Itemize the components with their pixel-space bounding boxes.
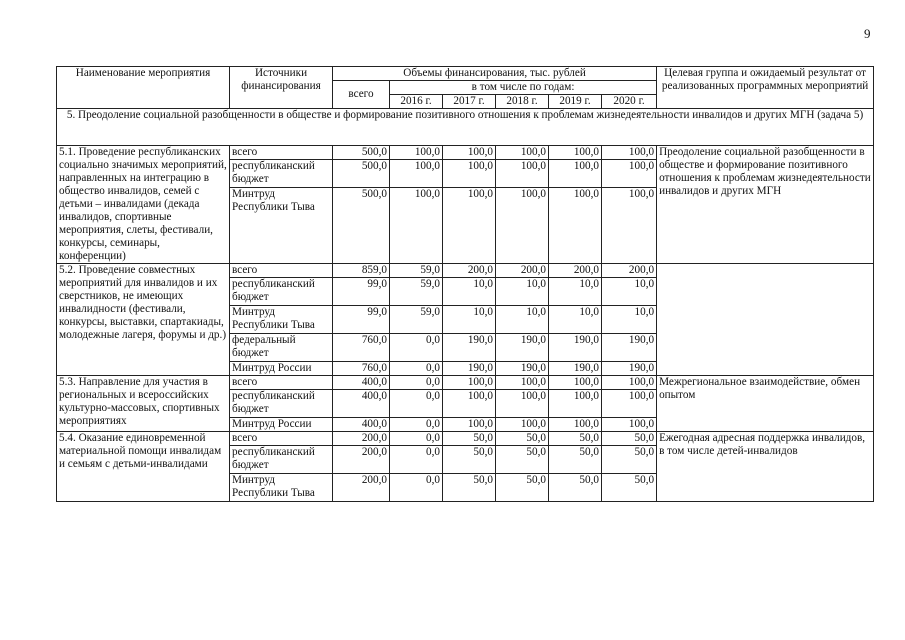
- value-year: 0,0: [390, 432, 443, 446]
- value-year: 100,0: [390, 146, 443, 160]
- value-year: 190,0: [496, 362, 549, 376]
- expected-result: [657, 264, 874, 376]
- value-year: 100,0: [602, 146, 657, 160]
- measure-name: 5.3. Направление для участия в региональных и всероссийских культурно-массовых, спортивных мероприятиях: [57, 376, 230, 432]
- value-total: 760,0: [333, 362, 390, 376]
- header-volumes: Объемы финансирования, тыс. рублей: [333, 67, 657, 81]
- value-year: 100,0: [443, 418, 496, 432]
- funding-source: республиканский бюджет: [230, 160, 333, 188]
- header-total: всего: [333, 81, 390, 109]
- value-year: 100,0: [549, 418, 602, 432]
- value-year: 100,0: [496, 146, 549, 160]
- funding-source: всего: [230, 146, 333, 160]
- value-year: 100,0: [443, 376, 496, 390]
- header-target: Целевая группа и ожидаемый результат от реализованных программных мероприятий: [657, 67, 874, 109]
- value-year: 100,0: [443, 146, 496, 160]
- expected-result: Преодоление социальной разобщенности в обществе и формирование позитивного отношения к проблемам жизнедеятельности инвалидов и других МГН: [657, 146, 874, 264]
- value-year: 100,0: [443, 390, 496, 418]
- funding-source: Минтруд России: [230, 418, 333, 432]
- value-year: 190,0: [602, 362, 657, 376]
- header-by-years: в том числе по годам:: [390, 81, 657, 95]
- value-year: 100,0: [549, 146, 602, 160]
- measure-name: 5.2. Проведение совместных мероприятий для инвалидов и их сверстников, не имеющих инвалидности (фестивали, конкурсы, выставки, спартакиады, молодежные лагеря, форумы и др.): [57, 264, 230, 376]
- funding-source: Минтруд Республики Тыва: [230, 306, 333, 334]
- value-total: 859,0: [333, 264, 390, 278]
- value-year: 190,0: [549, 334, 602, 362]
- table-row: [57, 146, 874, 160]
- value-year: 50,0: [602, 432, 657, 446]
- value-year: 10,0: [602, 278, 657, 306]
- value-year: 100,0: [496, 390, 549, 418]
- value-total: 99,0: [333, 278, 390, 306]
- value-total: 200,0: [333, 446, 390, 474]
- funding-source: Минтруд России: [230, 362, 333, 376]
- value-year: 200,0: [496, 264, 549, 278]
- value-year: 10,0: [496, 306, 549, 334]
- value-year: 100,0: [549, 376, 602, 390]
- value-year: 10,0: [549, 278, 602, 306]
- value-year: 0,0: [390, 390, 443, 418]
- page-number: 9: [864, 26, 871, 41]
- funding-source: Минтруд Республики Тыва: [230, 474, 333, 502]
- value-year: 50,0: [443, 432, 496, 446]
- value-year: 0,0: [390, 474, 443, 502]
- value-year: 100,0: [549, 160, 602, 188]
- value-year: 190,0: [443, 334, 496, 362]
- value-year: 0,0: [390, 446, 443, 474]
- value-year: 59,0: [390, 264, 443, 278]
- value-year: 50,0: [443, 446, 496, 474]
- value-year: 100,0: [602, 160, 657, 188]
- expected-result: Межрегиональное взаимодействие, обмен опытом: [657, 376, 874, 432]
- value-year: 190,0: [602, 334, 657, 362]
- value-total: 760,0: [333, 334, 390, 362]
- value-year: 50,0: [496, 474, 549, 502]
- table-row: [57, 264, 874, 278]
- value-total: 400,0: [333, 390, 390, 418]
- value-year: 0,0: [390, 418, 443, 432]
- value-total: 200,0: [333, 432, 390, 446]
- value-year: 100,0: [602, 418, 657, 432]
- header-year: 2018 г.: [496, 95, 549, 109]
- value-year: 10,0: [443, 278, 496, 306]
- value-year: 10,0: [443, 306, 496, 334]
- header-year: 2016 г.: [390, 95, 443, 109]
- value-year: 100,0: [602, 376, 657, 390]
- value-year: 100,0: [390, 188, 443, 264]
- funding-source: республиканский бюджет: [230, 390, 333, 418]
- header-year: 2017 г.: [443, 95, 496, 109]
- value-year: 50,0: [602, 474, 657, 502]
- value-year: 10,0: [602, 306, 657, 334]
- value-year: 190,0: [496, 334, 549, 362]
- value-total: 500,0: [333, 188, 390, 264]
- header-sources: Источники финансирования: [230, 67, 333, 109]
- value-year: 100,0: [496, 418, 549, 432]
- funding-source: республиканский бюджет: [230, 446, 333, 474]
- value-total: 400,0: [333, 376, 390, 390]
- value-year: 100,0: [443, 188, 496, 264]
- value-year: 50,0: [496, 432, 549, 446]
- funding-source: Минтруд Республики Тыва: [230, 188, 333, 264]
- funding-source: республиканский бюджет: [230, 278, 333, 306]
- header-year: 2019 г.: [549, 95, 602, 109]
- value-year: 0,0: [390, 334, 443, 362]
- value-year: 100,0: [443, 160, 496, 188]
- value-year: 10,0: [496, 278, 549, 306]
- value-year: 100,0: [602, 390, 657, 418]
- value-year: 50,0: [602, 446, 657, 474]
- value-total: 200,0: [333, 474, 390, 502]
- table-row: [57, 432, 874, 446]
- value-total: 500,0: [333, 146, 390, 160]
- value-year: 0,0: [390, 376, 443, 390]
- measure-name: 5.1. Проведение республиканских социально значимых мероприятий, направленных на интеграцию в общество инвалидов, семей с детьми – инвалидами (декада инвалидов, спортивные мероприятия, слеты, фестивали, конкурсы, семинары, конференции): [57, 146, 230, 264]
- value-year: 100,0: [549, 390, 602, 418]
- value-year: 59,0: [390, 278, 443, 306]
- value-year: 10,0: [549, 306, 602, 334]
- value-year: 50,0: [549, 474, 602, 502]
- funding-source: всего: [230, 376, 333, 390]
- value-year: 100,0: [496, 376, 549, 390]
- value-year: 59,0: [390, 306, 443, 334]
- value-year: 100,0: [602, 188, 657, 264]
- value-year: 50,0: [549, 446, 602, 474]
- value-year: 50,0: [443, 474, 496, 502]
- funding-source: федеральный бюджет: [230, 334, 333, 362]
- funding-source: всего: [230, 432, 333, 446]
- financing-table: [56, 66, 874, 502]
- expected-result: Ежегодная адресная поддержка инвалидов, в том числе детей-инвалидов: [657, 432, 874, 502]
- value-year: 0,0: [390, 362, 443, 376]
- measure-name: 5.4. Оказание единовременной материальной помощи инвалидам и семьям с детьми-инвалидами: [57, 432, 230, 502]
- section-title: 5. Преодоление социальной разобщенности в обществе и формирование позитивного отношения к проблемам жизнедеятельности инвалидов и других МГН (задача 5): [57, 109, 874, 146]
- value-total: 400,0: [333, 418, 390, 432]
- value-year: 100,0: [496, 188, 549, 264]
- value-year: 190,0: [549, 362, 602, 376]
- funding-source: всего: [230, 264, 333, 278]
- header-year: 2020 г.: [602, 95, 657, 109]
- value-year: 50,0: [496, 446, 549, 474]
- value-year: 100,0: [390, 160, 443, 188]
- value-total: 99,0: [333, 306, 390, 334]
- value-year: 200,0: [443, 264, 496, 278]
- table-row: [57, 376, 874, 390]
- value-year: 200,0: [602, 264, 657, 278]
- value-year: 100,0: [549, 188, 602, 264]
- value-total: 500,0: [333, 160, 390, 188]
- value-year: 190,0: [443, 362, 496, 376]
- value-year: 50,0: [549, 432, 602, 446]
- header-name: Наименование мероприятия: [57, 67, 230, 109]
- value-year: 100,0: [496, 160, 549, 188]
- value-year: 200,0: [549, 264, 602, 278]
